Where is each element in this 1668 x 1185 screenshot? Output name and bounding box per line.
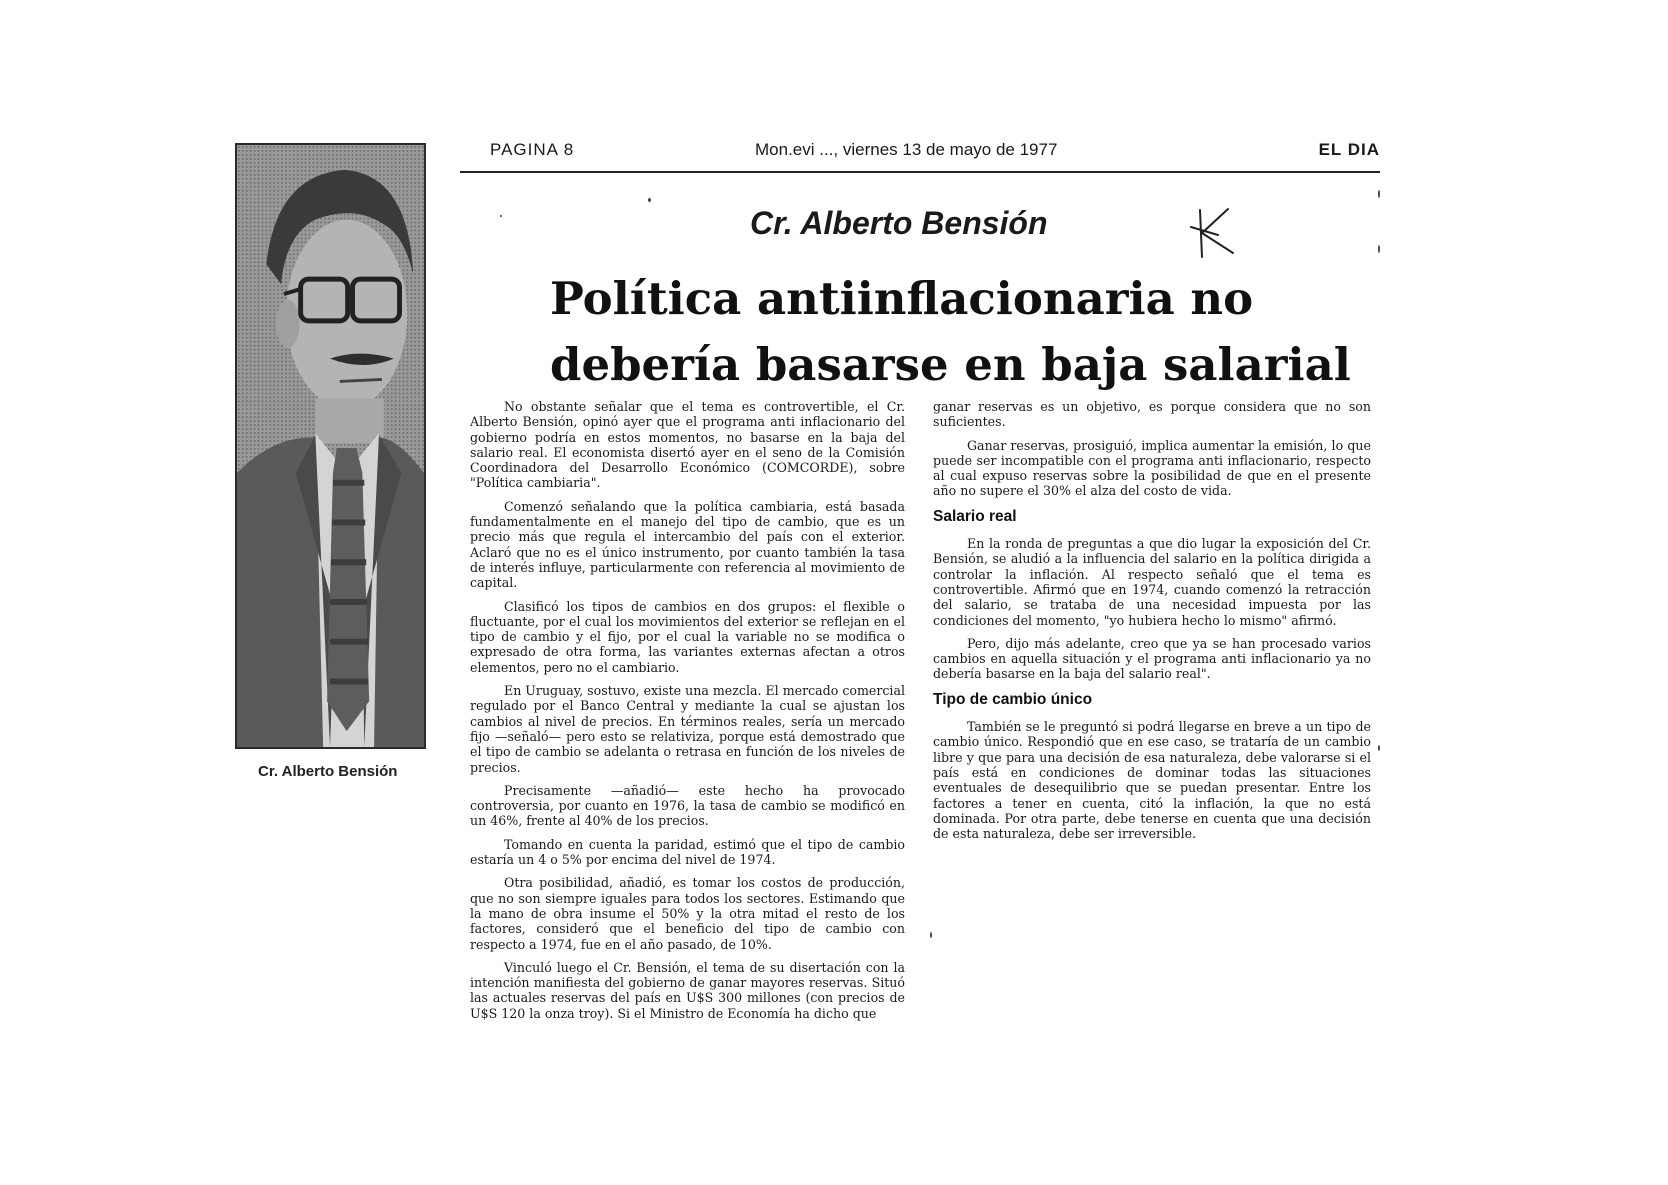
paragraph: No obstante señalar que el tema es controvertible, el Cr. Alberto Bensión, opinó ayer que el programa anti inflacionario del gobierno podría en estos momentos, no basarse en la baja del salario real. El economista disertó ayer en el seno de la Comisión Coordinadora del Desarrollo Económico (COMCORDE), sobre "Política cambiaria". bbox=[470, 399, 905, 491]
page-number: PAGINA 8 bbox=[490, 140, 575, 159]
headline-line-2: debería basarse en baja salarial bbox=[550, 338, 1351, 391]
headline bbox=[550, 266, 1351, 398]
kicker: Cr. Alberto Bensión bbox=[750, 205, 1048, 241]
portrait-image bbox=[237, 145, 424, 747]
subheading-tipo-de-cambio: Tipo de cambio único bbox=[933, 690, 1093, 708]
paragraph: Vinculó luego el Cr. Bensión, el tema de su disertación con la intención manifiesta del gobierno de ganar mayores reservas. Situó las actuales reservas del país en U$S 300 millones (con precios de U$S 120 la onza troy). Si el Ministro de Economía ha dicho que bbox=[470, 959, 905, 1021]
article-column-1 bbox=[470, 399, 905, 1029]
paragraph: Otra posibilidad, añadió, es tomar los costos de producción, que no son siempre iguales para todos los sectores. Estimando que la mano de obra insume el 50% y la otra mitad el resto de los factores, consideró que el beneficio del tipo de cambio con respecto a 1974, fue en el año pasado, de 10%. bbox=[470, 875, 905, 952]
paragraph: Clasificó los tipos de cambios en dos grupos: el flexible o fluctuante, por el cual los movimientos del exterior se reflejan en el tipo de cambio y el fijo, por el cual la variable no se modifica o expresado de otra forma, las variantes externas afectan a otros elementos, pero no el cambiario. bbox=[470, 598, 905, 675]
handwritten-mark-icon bbox=[1188, 205, 1238, 260]
paragraph: En la ronda de preguntas a que dio lugar la exposición del Cr. Bensión, se aludió a la influencia del salario en la política dirigida a controlar la inflación. Al respecto señaló que el tema es controvertible. Afirmó que en 1974, cuando comenzó la retracción del salario, se trataba de una necesidad impuesta por las condiciones del momento, "yo hubiera hecho lo mismo" afirmó. bbox=[933, 536, 1371, 628]
photo-caption: Cr. Alberto Bensión bbox=[258, 763, 398, 780]
portrait-photo bbox=[235, 143, 426, 749]
scan-speck bbox=[1378, 745, 1380, 751]
header-rule bbox=[460, 171, 1380, 173]
newspaper-name: EL DIA bbox=[1318, 140, 1380, 159]
dateline: Mon.evi ..., viernes 13 de mayo de 1977 bbox=[755, 140, 1058, 159]
paragraph: Tomando en cuenta la paridad, estimó que el tipo de cambio estaría un 4 o 5% por encima del nivel de 1974. bbox=[470, 836, 905, 868]
page-header bbox=[490, 140, 1380, 164]
paragraph: En Uruguay, sostuvo, existe una mezcla. El mercado comercial regulado por el Banco Central y mediante la cual se ajustan los cambios al nivel de precios. En términos reales, sería un mercado fijo —señaló— pero esto se relativiza, porque está demostrado que el tipo de cambio se adelanta o retrasa en función de los niveles de precios. bbox=[470, 683, 906, 775]
paragraph: Precisamente —añadió— este hecho ha provocado controversia, por cuanto en 1976, la tasa de cambio se modificó en un 46%, frente al 40% de los precios. bbox=[470, 782, 905, 829]
paragraph: También se le preguntó si podrá llegarse en breve a un tipo de cambio único. Respondió que en ese caso, se trataría de un cambio libre y que para una decisión de esa naturaleza, debe valorarse si el país está en condiciones de dominar todas las situaciones eventuales de desequilibrio que se puedan presentar. Entre los factores a tener en cuenta, citó la inflación, la que no está dominada. Por otra parte, debe tenerse en cuenta que una decisión de esta naturaleza, debe ser irreversible. bbox=[933, 719, 1371, 842]
scan-speck bbox=[930, 932, 932, 938]
headline-line-1: Política antiinflacionaria no bbox=[550, 272, 1254, 325]
paragraph: Comenzó señalando que la política cambiaria, está basada fundamentalmente en el manejo del tipo de cambio, que es un precio más que regula el intercambio del país con el exterior. Aclaró que no es el único instrumento, por cuanto también la tasa de interés influye, particularmente con referencia al movimiento de capital. bbox=[470, 498, 905, 591]
article-column-2 bbox=[933, 399, 1371, 849]
subheading-salario-real: Salario real bbox=[933, 507, 1017, 525]
scan-speck bbox=[1378, 190, 1380, 198]
paragraph-continuation: ganar reservas es un objetivo, es porque considera que no son suficientes. bbox=[933, 399, 1371, 430]
scan-speck bbox=[1378, 245, 1380, 253]
paragraph: Ganar reservas, prosiguió, implica aumentar la emisión, lo que puede ser incompatible con el programa anti inflacionario, respecto al cual expuso reservas sobre la posibilidad de que en el presente año no supere el 30% el alza del costo de vida. bbox=[933, 437, 1371, 499]
scan-speck bbox=[648, 198, 651, 202]
paragraph: Pero, dijo más adelante, creo que ya se han procesado varios cambios en aquella situación y el programa anti inflacionario ya no debería basarse en la baja del salario real". bbox=[933, 635, 1371, 682]
scan-speck bbox=[500, 215, 502, 217]
